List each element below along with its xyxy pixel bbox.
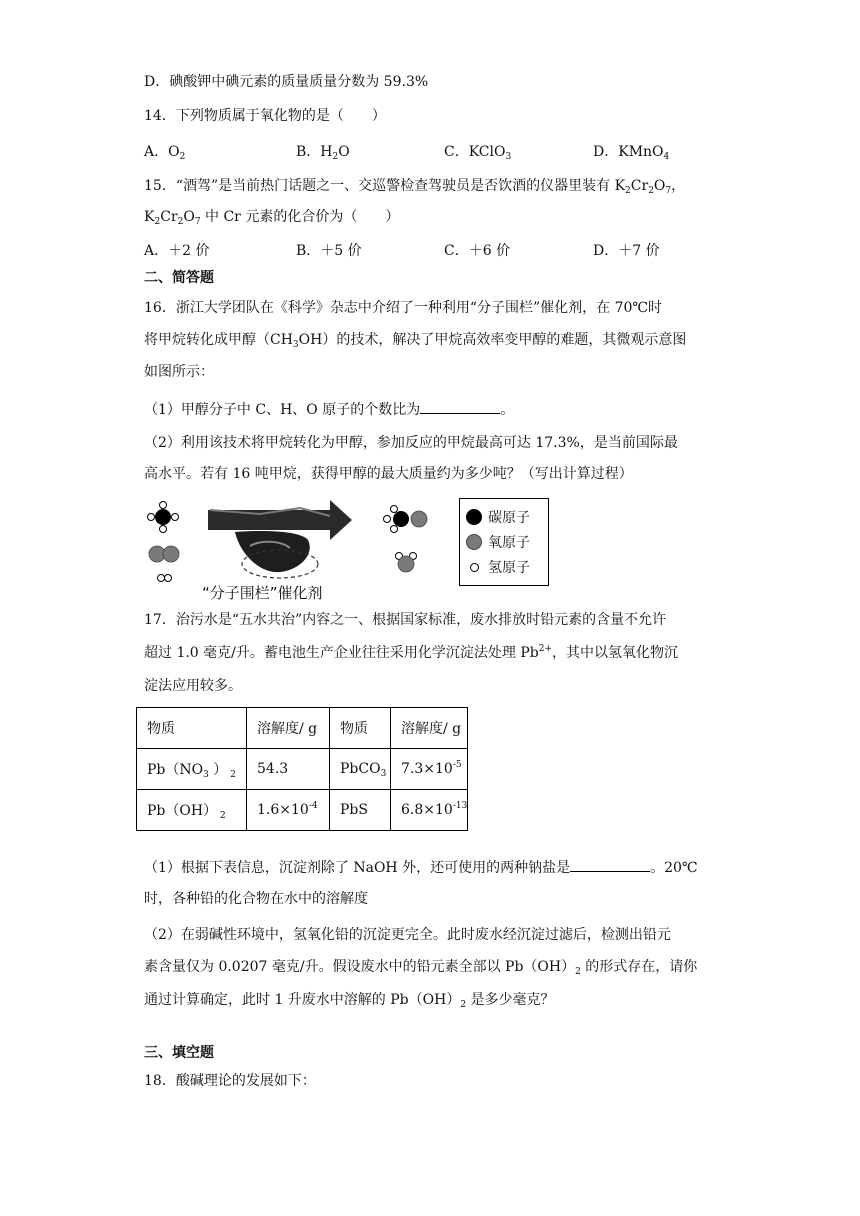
table-cell: $Pb(NO_3$ ） $_2$ [137,749,247,790]
q17-part2-line2: 素含量仅为 0.0207 毫克/升。假设废水中的铅元素全部以 $Pb(OH)_2$ 的形式存在，请你 [144,959,698,977]
legend-item-carbon [466,506,530,528]
q15-stem-line1: 15．“酒驾”是当前热门话题之一、交巡警检查驾驶员是否饮酒的仪器里装有 $K_2Cr_2O_7$， [144,178,686,196]
legend-item-oxygen [466,531,530,553]
legend-item-hydrogen [466,556,530,578]
table-row [137,749,468,790]
q15-option-d: D．＋7 价 [593,243,660,259]
table-cell: $1.6\times 10^{-4}$ [247,790,330,831]
table-cell: Pb（OH） $_2$ [137,790,247,831]
hydrogen-atom-icon [470,563,479,572]
q14-option-a: A．$O_2$ [144,144,186,162]
q15-option-c: C．＋6 价 [444,243,511,259]
section-heading-2: 二、简答题 [144,270,214,286]
q16-part2-line1: （2）利用该技术将甲烷转化为甲醇，参加反应的甲烷最高可达 17.3%，是当前国际最 [144,435,678,451]
q16-part2-line2: 高水平。若有 16 吨甲烷，获得甲醇的最大质量约为多少吨？（写出计算过程） [144,466,633,482]
q17-stem-line3: 淀法应用较多。 [144,678,242,694]
water-molecule [396,553,417,573]
table-cell: $7.3\times 10^{-5}$ [391,749,468,790]
q15-stem-line2: $K_2Cr_2O_7$ 中 Cr 元素的化合价为（ ） [144,209,400,227]
legend-label: 碳原子 [488,510,530,526]
q14-option-c: C．KClO$_3$ [444,144,512,162]
q16-stem-line3: 如图所示： [144,364,214,380]
figure-caption: “分子围栏”催化剂 [202,584,323,602]
table-header: 溶解度/ g [247,708,330,749]
table-cell: 54.3 [247,749,330,790]
q13-option-d: D．碘酸钾中碘元素的质量质量分数为 59.3% [144,74,429,90]
table-header-row [137,708,468,749]
table-header: 物质 [137,708,247,749]
q14-option-b: B．$H_2O$ [296,144,350,162]
legend-label: 氢原子 [488,560,530,576]
q17-part2-line1: （2）在弱碱性环境中，氢氧化铅的沉淀更完全。此时废水经沉淀过滤后，检测出铅元 [144,927,671,943]
q17-stem-line2: 超过 1.0 毫克/升。蓄电池生产企业往往采用化学沉淀法处理 $Pb^{2+}$，其中以氢氧化物沉 [144,644,678,661]
q16-stem-line1: 16．浙江大学团队在《科学》杂志中介绍了一种利用“分子围栏”催化剂，在 70℃时 [144,300,663,316]
table-header: 物质 [330,708,391,749]
q17-part1-line2: 时，各种铅的化合物在水中的溶解度 [144,891,368,907]
table-cell: $6.8\times 10^{-13}$ [391,790,468,831]
q18-stem: 18．酸碱理论的发展如下： [144,1073,316,1089]
q14-option-d: D．KMnO$_4$ [593,144,670,162]
methanol-molecule [384,506,428,533]
oxygen-molecule [149,546,179,562]
answer-blank[interactable] [420,399,500,414]
section-heading-3: 三、填空题 [144,1045,214,1061]
q16-stem-line2: 将甲烷转化成甲醇$(CH_3OH)$的技术，解决了甲烷高效率变甲醇的难题，其微观示意图 [144,332,687,350]
table-cell: PbS [330,790,391,831]
table-row [137,790,468,831]
carbon-atom-icon [466,509,482,525]
q17-stem-line1: 17．治污水是“五水共治”内容之一、根据国家标准，废水排放时铅元素的含量不允许 [144,612,667,628]
methane-molecule [148,502,179,533]
q17-part2-line3: 通过计算确定，此时 1 升废水中溶解的 $Pb(OH)_2$ 是多少毫克？ [144,992,555,1010]
answer-blank[interactable] [570,857,650,872]
q15-option-b: B．＋5 价 [296,243,362,259]
table-header: 溶解度/ g [391,708,468,749]
q16-part1: （1）甲醇分子中 C、H、O 原子的个数比为 。 [144,399,514,420]
table-cell: PbCO$_3$ [330,749,391,790]
q14-stem: 14．下列物质属于氧化物的是（ ） [144,108,386,124]
figure-legend [459,498,549,586]
catalyst-arrow-icon [208,500,352,578]
q15-option-a: A．＋2 价 [144,243,210,259]
hydrogen-molecule [158,575,172,582]
q17-part1-line1: （1）根据下表信息，沉淀剂除了 NaOH 外，还可使用的两种钠盐是 。20℃ [144,857,698,878]
legend-label: 氧原子 [488,535,530,551]
oxygen-atom-icon [466,534,482,550]
solubility-table [136,707,468,831]
